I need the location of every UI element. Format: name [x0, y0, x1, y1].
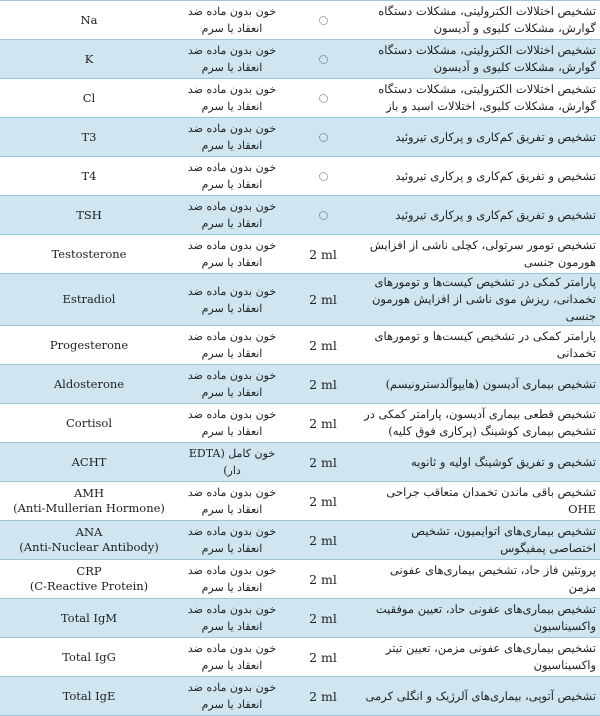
sample-volume	[286, 196, 360, 235]
test-name: Estradiol	[62, 292, 116, 306]
sample-type: خون بدون ماده ضد انعقاد یا سرم	[178, 157, 286, 196]
sample-volume	[286, 1, 360, 40]
table-row	[0, 157, 600, 196]
gear-icon	[319, 172, 328, 181]
diagnostic-use: تشخیص اختلالات الکترولیتی، مشکلات دستگاه گوارش، مشکلات کلیوی و آدیسون	[360, 1, 600, 40]
sample-volume	[286, 521, 360, 560]
sample-type: خون بدون ماده ضد انعقاد یا سرم	[178, 521, 286, 560]
diagnostic-use: تشخیص تومور سرتولی، کچلی ناشی از افزایش هورمون جنسی	[360, 235, 600, 274]
diagnostic-use: پارامتر کمکی در تشخیص کیست‌ها و تومورهای تخمدانی	[360, 326, 600, 365]
diagnostic-use: تشخیص باقی ماندن تخمدان متعاقب جراحی OHE	[360, 482, 600, 521]
test-name-cell	[0, 157, 178, 196]
diagnostic-use: تشخیص قطعی بیماری آدیسون، پارامتر کمکی در تشخیص بیماری کوشینگ (پرکاری فوق کلیه)	[360, 404, 600, 443]
test-name: Total IgG	[62, 649, 116, 664]
test-name: Total IgE	[62, 688, 116, 703]
diagnostic-use: تشخیص بیماری‌های اتوایمیون، تشخیص اختصاصی پمفیگوس	[360, 521, 600, 560]
sample-type: خون بدون ماده ضد انعقاد یا سرم	[178, 365, 286, 404]
sample-type: خون بدون ماده ضد انعقاد یا سرم	[178, 79, 286, 118]
table-row	[0, 40, 600, 79]
test-name-cell	[0, 196, 178, 235]
sample-volume	[286, 482, 360, 521]
sample-type: خون بدون ماده ضد انعقاد یا سرم	[178, 404, 286, 443]
sample-volume	[286, 365, 360, 404]
test-name: AMH	[73, 486, 105, 500]
gear-icon	[319, 16, 328, 25]
sample-volume	[286, 560, 360, 599]
sample-volume	[286, 274, 360, 326]
test-name-cell	[0, 482, 178, 521]
diagnostic-use: تشخیص اختلالات الکترولیتی، مشکلات دستگاه گوارش، مشکلات کلیوی، اختلالات اسید و باز	[360, 79, 600, 118]
sample-volume	[286, 235, 360, 274]
diagnostic-use: تشخیص و تفریق کوشینگ اولیه و ثانویه	[360, 443, 600, 482]
table-row	[0, 677, 600, 716]
sample-volume	[286, 677, 360, 716]
volume-value: 2 ml	[309, 415, 337, 431]
sample-volume	[286, 443, 360, 482]
test-name-cell	[0, 235, 178, 274]
test-name-cell	[0, 118, 178, 157]
test-name: ACHT	[71, 454, 107, 469]
diagnostic-use: تشخیص اختلالات الکترولیتی، مشکلات دستگاه گوارش، مشکلات کلیوی و آدیسون	[360, 40, 600, 79]
table-row	[0, 365, 600, 404]
sample-volume	[286, 40, 360, 79]
sample-volume	[286, 599, 360, 638]
volume-value: 2 ml	[309, 649, 337, 665]
table-row	[0, 118, 600, 157]
diagnostic-use: تشخیص و تفریق کم‌کاری و پرکاری تیروئید	[360, 196, 600, 235]
test-name: TSH	[76, 207, 102, 222]
test-full-name: (C-Reactive Protein)	[29, 579, 149, 593]
volume-value: 2 ml	[309, 337, 337, 353]
volume-value: 2 ml	[309, 571, 337, 587]
test-name-cell	[0, 443, 178, 482]
test-full-name: (Anti-Nuclear Antibody)	[19, 540, 159, 554]
table-body	[0, 1, 600, 716]
diagnostic-use: تشخیص و تفریق کم‌کاری و پرکاری تیروئید	[360, 157, 600, 196]
test-full-name: (Anti-Mullerian Hormone)	[13, 501, 165, 515]
volume-value: 2 ml	[309, 532, 337, 548]
sample-volume	[286, 118, 360, 157]
sample-type: خون کامل (EDTA دار)	[178, 443, 286, 482]
diagnostic-use: تشخیص آتوپی، بیماری‌های آلرژیک و انگلی کرمی	[360, 677, 600, 716]
test-name: K	[84, 51, 94, 66]
test-name: T3	[81, 129, 97, 144]
test-name: Cortisol	[65, 415, 113, 430]
table-row	[0, 404, 600, 443]
diagnostic-use: تشخیص بیماری‌های عفونی حاد، تعیین موفقیت واکسیناسیون	[360, 599, 600, 638]
test-name-cell	[0, 326, 178, 365]
gear-icon	[319, 211, 328, 220]
volume-value: 2 ml	[309, 493, 337, 509]
volume-value: 2 ml	[309, 454, 337, 470]
test-name-cell	[0, 677, 178, 716]
table-row	[0, 521, 600, 560]
sample-type: خون بدون ماده ضد انعقاد یا سرم	[178, 677, 286, 716]
table-row	[0, 560, 600, 599]
sample-type: خون بدون ماده ضد انعقاد یا سرم	[178, 638, 286, 677]
diagnostic-use: تشخیص و تفریق کم‌کاری و پرکاری تیروئید	[360, 118, 600, 157]
test-name: CRP	[76, 564, 102, 578]
test-name-cell	[0, 521, 178, 560]
table-row	[0, 599, 600, 638]
table-row	[0, 638, 600, 677]
sample-volume	[286, 326, 360, 365]
test-name-cell	[0, 599, 178, 638]
table-row	[0, 196, 600, 235]
sample-volume	[286, 404, 360, 443]
gear-icon	[319, 133, 328, 142]
sample-type: خون بدون ماده ضد انعقاد یا سرم	[178, 196, 286, 235]
test-name: Na	[80, 12, 98, 27]
table-row	[0, 235, 600, 274]
test-name: Aldosterone	[53, 376, 125, 391]
sample-type: خون بدون ماده ضد انعقاد یا سرم	[178, 1, 286, 40]
test-name-cell	[0, 274, 178, 326]
sample-volume	[286, 79, 360, 118]
diagnostic-use: پروتئین فاز حاد، تشخیص بیماری‌های عفونی مزمن	[360, 560, 600, 599]
sample-type: خون بدون ماده ضد انعقاد یا سرم	[178, 274, 286, 326]
gear-icon	[319, 94, 328, 103]
sample-volume	[286, 638, 360, 677]
test-name: T4	[81, 168, 97, 183]
sample-type: خون بدون ماده ضد انعقاد یا سرم	[178, 599, 286, 638]
table-row	[0, 79, 600, 118]
sample-volume	[286, 157, 360, 196]
sample-type: خون بدون ماده ضد انعقاد یا سرم	[178, 326, 286, 365]
test-name-cell	[0, 638, 178, 677]
volume-value: 2 ml	[309, 376, 337, 392]
diagnostic-use: پارامتر کمکی در تشخیص کیست‌ها و تومورهای تخمدانی، ریزش موی ناشی از افزایش هورمون جنسی	[360, 274, 600, 326]
gear-icon	[319, 55, 328, 64]
diagnostic-use: تشخیص بیماری‌های عفونی مزمن، تعیین تیتر واکسیناسیون	[360, 638, 600, 677]
test-name-cell	[0, 365, 178, 404]
volume-value: 2 ml	[309, 610, 337, 626]
table-row	[0, 1, 600, 40]
test-name-cell	[0, 40, 178, 79]
table-row	[0, 482, 600, 521]
volume-value: 2 ml	[309, 246, 337, 262]
volume-value: 2 ml	[309, 292, 337, 307]
volume-value: 2 ml	[309, 688, 337, 704]
table-row	[0, 326, 600, 365]
test-name: Testosterone	[51, 246, 127, 261]
test-name-cell	[0, 404, 178, 443]
sample-type: خون بدون ماده ضد انعقاد یا سرم	[178, 235, 286, 274]
test-name: Total IgM	[60, 610, 118, 625]
sample-type: خون بدون ماده ضد انعقاد یا سرم	[178, 482, 286, 521]
test-name-cell	[0, 79, 178, 118]
sample-type: خون بدون ماده ضد انعقاد یا سرم	[178, 118, 286, 157]
sample-type: خون بدون ماده ضد انعقاد یا سرم	[178, 560, 286, 599]
diagnostic-use: تشخیص بیماری آدیسون (هایپوآلدسترونیسم)	[360, 365, 600, 404]
sample-type: خون بدون ماده ضد انعقاد یا سرم	[178, 40, 286, 79]
test-name: Progesterone	[49, 337, 129, 352]
test-name: ANA	[75, 525, 103, 539]
test-name: Cl	[82, 90, 96, 105]
test-name-cell	[0, 560, 178, 599]
table-row	[0, 274, 600, 326]
test-name-cell	[0, 1, 178, 40]
table-row	[0, 443, 600, 482]
